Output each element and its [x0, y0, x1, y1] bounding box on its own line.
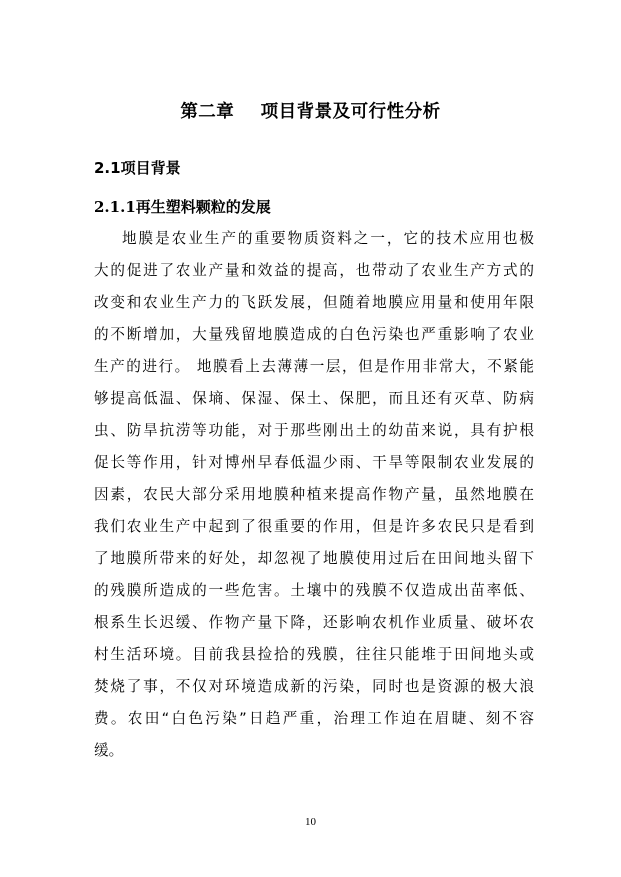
- body-line: 虫、防旱抗涝等功能，对于那些刚出土的幼苗来说，具有护根: [94, 422, 534, 439]
- section-heading: 2.1项目背景: [94, 159, 181, 177]
- body-line: 改变和农业生产力的飞跃发展，但随着地膜应用量和使用年限: [94, 294, 534, 311]
- subsection-heading: 2.1.1再生塑料颗粒的发展: [94, 198, 271, 216]
- body-line: 生产的进行。 地膜看上去薄薄一层，但是作用非常大，不紧能: [94, 358, 534, 375]
- body-line: 费。农田“白色污染”日趋严重，治理工作迫在眉睫、刻不容: [94, 710, 534, 727]
- body-line: 根系生长迟缓、作物产量下降，还影响农机作业质量、破坏农: [94, 614, 534, 631]
- body-line: 焚烧了事，不仅对环境造成新的污染，同时也是资源的极大浪: [94, 678, 534, 695]
- body-line: 我们农业生产中起到了很重要的作用，但是许多农民只是看到: [94, 518, 534, 535]
- body-line: 的不断增加，大量残留地膜造成的白色污染也严重影响了农业: [94, 326, 534, 343]
- body-line: 的残膜所造成的一些危害。土壤中的残膜不仅造成出苗率低、: [94, 582, 534, 599]
- body-line: 促长等作用，针对博州早春低温少雨、干旱等限制农业发展的: [94, 454, 534, 471]
- body-line: 缓。: [94, 742, 124, 759]
- body-line: 够提高低温、保墒、保湿、保土、保肥，而且还有灭草、防病: [94, 390, 534, 407]
- body-line: 了地膜所带来的好处，却忽视了地膜使用过后在田间地头留下: [94, 550, 534, 567]
- body-line: 地膜是农业生产的重要物质资料之一，它的技术应用也极: [122, 230, 534, 247]
- body-line: 大的促进了农业产量和效益的提高，也带动了农业生产方式的: [94, 262, 534, 279]
- body-line: 村生活环境。目前我县捡拾的残膜，往往只能堆于田间地头或: [94, 646, 534, 663]
- body-line: 因素，农民大部分采用地膜种植来提高作物产量，虽然地膜在: [94, 486, 534, 503]
- page-number: 10: [305, 816, 316, 828]
- chapter-title: 第二章 项目背景及可行性分析: [180, 102, 441, 122]
